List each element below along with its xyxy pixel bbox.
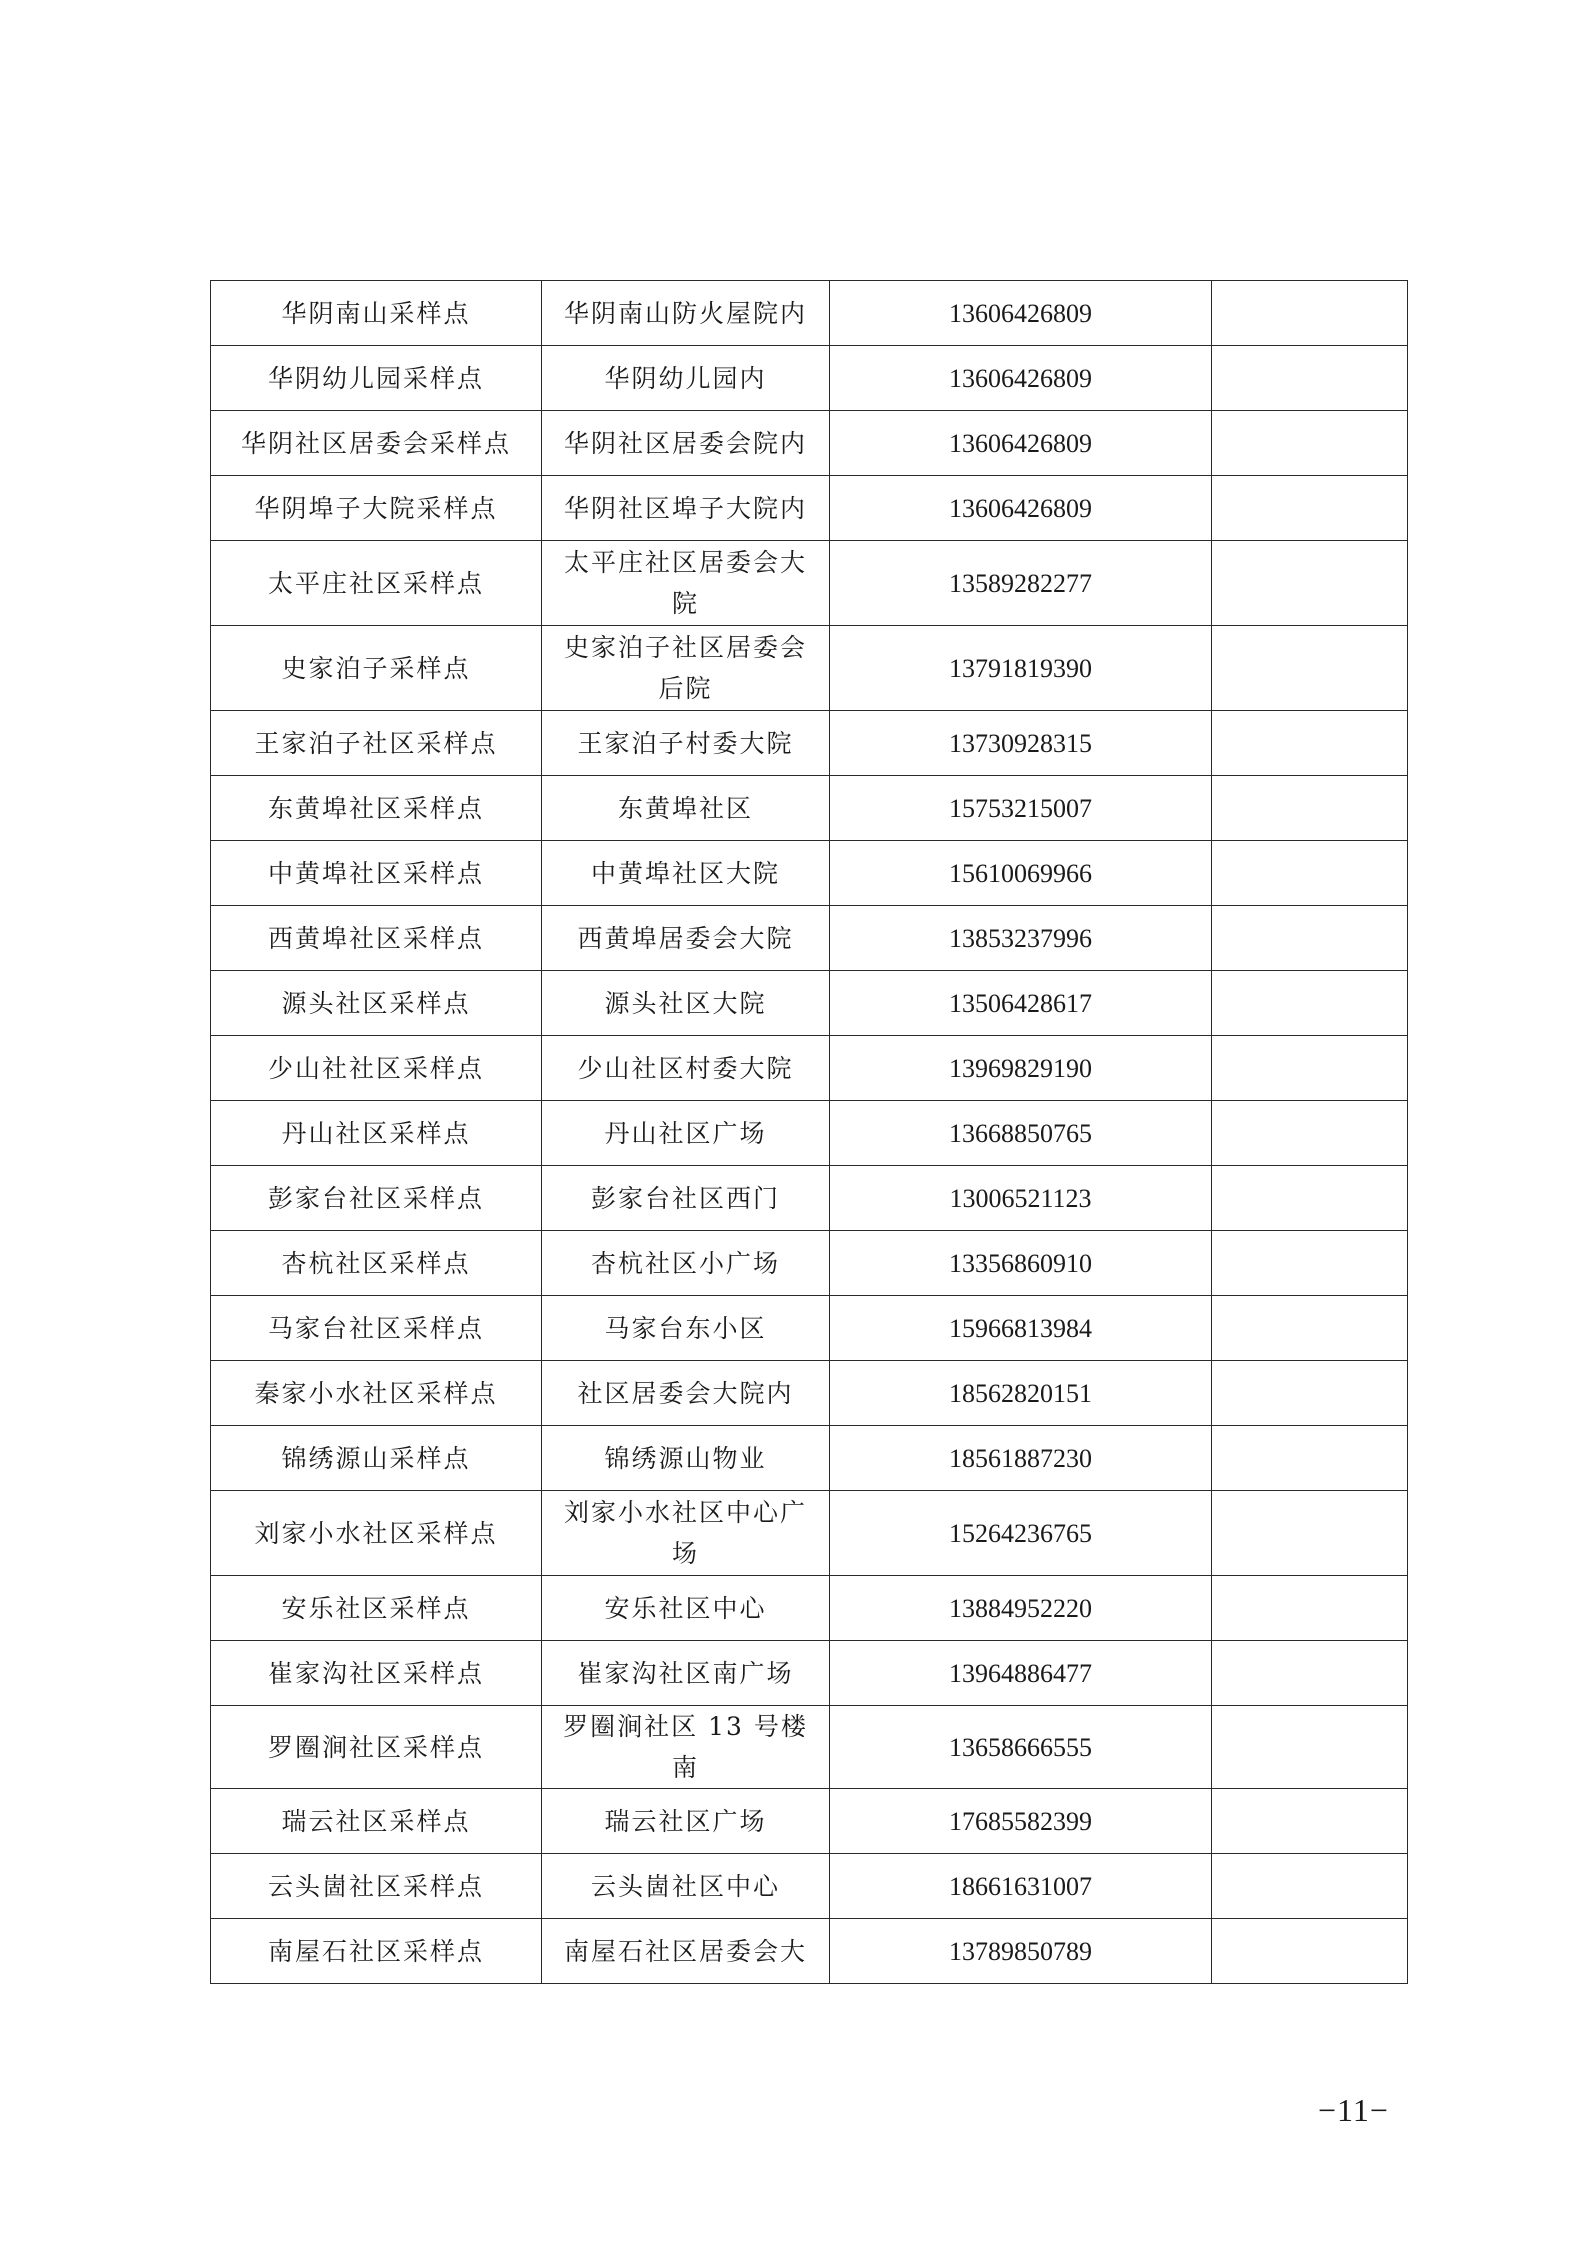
site-name-cell: 史家泊子采样点	[211, 626, 542, 711]
contact-phone-cell: 13668850765	[830, 1101, 1212, 1166]
table-row	[211, 346, 1408, 411]
site-location-cell: 瑞云社区广场	[542, 1789, 830, 1854]
site-location-cell: 太平庄社区居委会大院	[542, 541, 830, 626]
site-location-cell: 源头社区大院	[542, 971, 830, 1036]
site-location-cell: 崔家沟社区南广场	[542, 1641, 830, 1706]
note-cell	[1212, 841, 1408, 906]
site-name-cell: 锦绣源山采样点	[211, 1426, 542, 1491]
note-cell	[1212, 1231, 1408, 1296]
site-location-cell: 丹山社区广场	[542, 1101, 830, 1166]
contact-phone-cell: 18561887230	[830, 1426, 1212, 1491]
site-location-cell: 华阴社区埠子大院内	[542, 476, 830, 541]
contact-phone-cell: 13853237996	[830, 906, 1212, 971]
site-location-cell: 社区居委会大院内	[542, 1361, 830, 1426]
note-cell	[1212, 281, 1408, 346]
note-cell	[1212, 1166, 1408, 1231]
note-cell	[1212, 1361, 1408, 1426]
table-row	[211, 906, 1408, 971]
contact-phone-cell: 13658666555	[830, 1706, 1212, 1789]
site-location-cell: 王家泊子村委大院	[542, 711, 830, 776]
contact-phone-cell: 15753215007	[830, 776, 1212, 841]
site-name-cell: 杏杭社区采样点	[211, 1231, 542, 1296]
contact-phone-cell: 13969829190	[830, 1036, 1212, 1101]
contact-phone-cell: 13730928315	[830, 711, 1212, 776]
site-name-cell: 中黄埠社区采样点	[211, 841, 542, 906]
site-name-cell: 云头崮社区采样点	[211, 1854, 542, 1919]
contact-phone-cell: 13006521123	[830, 1166, 1212, 1231]
table-row	[211, 1166, 1408, 1231]
site-name-cell: 华阴埠子大院采样点	[211, 476, 542, 541]
site-name-cell: 华阴幼儿园采样点	[211, 346, 542, 411]
site-name-cell: 太平庄社区采样点	[211, 541, 542, 626]
note-cell	[1212, 1789, 1408, 1854]
table-row	[211, 1706, 1408, 1789]
contact-phone-cell: 18661631007	[830, 1854, 1212, 1919]
contact-phone-cell: 13606426809	[830, 346, 1212, 411]
contact-phone-cell: 15966813984	[830, 1296, 1212, 1361]
site-location-cell: 杏杭社区小广场	[542, 1231, 830, 1296]
note-cell	[1212, 776, 1408, 841]
site-name-cell: 崔家沟社区采样点	[211, 1641, 542, 1706]
sampling-sites-table	[210, 280, 1408, 1984]
note-cell	[1212, 476, 1408, 541]
note-cell	[1212, 1101, 1408, 1166]
contact-phone-cell: 13791819390	[830, 626, 1212, 711]
site-name-cell: 瑞云社区采样点	[211, 1789, 542, 1854]
site-location-cell: 南屋石社区居委会大	[542, 1919, 830, 1984]
note-cell	[1212, 1576, 1408, 1641]
table-row	[211, 711, 1408, 776]
table-row	[211, 1919, 1408, 1984]
contact-phone-cell: 13606426809	[830, 411, 1212, 476]
note-cell	[1212, 1854, 1408, 1919]
note-cell	[1212, 1426, 1408, 1491]
note-cell	[1212, 1706, 1408, 1789]
site-location-cell: 锦绣源山物业	[542, 1426, 830, 1491]
table-row	[211, 1361, 1408, 1426]
site-name-cell: 西黄埠社区采样点	[211, 906, 542, 971]
contact-phone-cell: 15264236765	[830, 1491, 1212, 1576]
note-cell	[1212, 711, 1408, 776]
site-location-cell: 华阴社区居委会院内	[542, 411, 830, 476]
note-cell	[1212, 971, 1408, 1036]
page-number: −11−	[1318, 2092, 1389, 2128]
table-row	[211, 1641, 1408, 1706]
site-name-cell: 马家台社区采样点	[211, 1296, 542, 1361]
note-cell	[1212, 1641, 1408, 1706]
table-row	[211, 1036, 1408, 1101]
table-row	[211, 776, 1408, 841]
table-row	[211, 971, 1408, 1036]
note-cell	[1212, 626, 1408, 711]
contact-phone-cell: 18562820151	[830, 1361, 1212, 1426]
table-row	[211, 1231, 1408, 1296]
table-row	[211, 1296, 1408, 1361]
note-cell	[1212, 541, 1408, 626]
site-name-cell: 王家泊子社区采样点	[211, 711, 542, 776]
site-name-cell: 东黄埠社区采样点	[211, 776, 542, 841]
site-location-cell: 罗圈涧社区 13 号楼南	[542, 1706, 830, 1789]
contact-phone-cell: 13589282277	[830, 541, 1212, 626]
sampling-sites-table-body	[211, 281, 1408, 1984]
contact-phone-cell: 17685582399	[830, 1789, 1212, 1854]
site-location-cell: 马家台东小区	[542, 1296, 830, 1361]
note-cell	[1212, 1919, 1408, 1984]
site-location-cell: 华阴南山防火屋院内	[542, 281, 830, 346]
contact-phone-cell: 13606426809	[830, 476, 1212, 541]
site-location-cell: 刘家小水社区中心广场	[542, 1491, 830, 1576]
site-name-cell: 源头社区采样点	[211, 971, 542, 1036]
contact-phone-cell: 13789850789	[830, 1919, 1212, 1984]
note-cell	[1212, 1491, 1408, 1576]
site-location-cell: 西黄埠居委会大院	[542, 906, 830, 971]
site-name-cell: 安乐社区采样点	[211, 1576, 542, 1641]
table-row	[211, 476, 1408, 541]
note-cell	[1212, 1036, 1408, 1101]
note-cell	[1212, 1296, 1408, 1361]
table-row	[211, 1576, 1408, 1641]
table-row	[211, 541, 1408, 626]
site-name-cell: 秦家小水社区采样点	[211, 1361, 542, 1426]
site-location-cell: 彭家台社区西门	[542, 1166, 830, 1231]
site-location-cell: 安乐社区中心	[542, 1576, 830, 1641]
site-location-cell: 中黄埠社区大院	[542, 841, 830, 906]
contact-phone-cell: 13606426809	[830, 281, 1212, 346]
contact-phone-cell: 13506428617	[830, 971, 1212, 1036]
note-cell	[1212, 906, 1408, 971]
contact-phone-cell: 15610069966	[830, 841, 1212, 906]
site-name-cell: 少山社社区采样点	[211, 1036, 542, 1101]
table-row	[211, 281, 1408, 346]
site-name-cell: 刘家小水社区采样点	[211, 1491, 542, 1576]
site-name-cell: 华阴社区居委会采样点	[211, 411, 542, 476]
site-location-cell: 史家泊子社区居委会后院	[542, 626, 830, 711]
table-row	[211, 411, 1408, 476]
site-name-cell: 华阴南山采样点	[211, 281, 542, 346]
contact-phone-cell: 13964886477	[830, 1641, 1212, 1706]
table-row	[211, 626, 1408, 711]
site-name-cell: 罗圈涧社区采样点	[211, 1706, 542, 1789]
site-location-cell: 东黄埠社区	[542, 776, 830, 841]
table-row	[211, 1426, 1408, 1491]
contact-phone-cell: 13356860910	[830, 1231, 1212, 1296]
table-row	[211, 1854, 1408, 1919]
site-location-cell: 少山社区村委大院	[542, 1036, 830, 1101]
site-name-cell: 彭家台社区采样点	[211, 1166, 542, 1231]
site-name-cell: 南屋石社区采样点	[211, 1919, 542, 1984]
table-row	[211, 841, 1408, 906]
note-cell	[1212, 346, 1408, 411]
site-name-cell: 丹山社区采样点	[211, 1101, 542, 1166]
table-row	[211, 1789, 1408, 1854]
contact-phone-cell: 13884952220	[830, 1576, 1212, 1641]
note-cell	[1212, 411, 1408, 476]
site-location-cell: 云头崮社区中心	[542, 1854, 830, 1919]
table-row	[211, 1491, 1408, 1576]
site-location-cell: 华阴幼儿园内	[542, 346, 830, 411]
table-row	[211, 1101, 1408, 1166]
